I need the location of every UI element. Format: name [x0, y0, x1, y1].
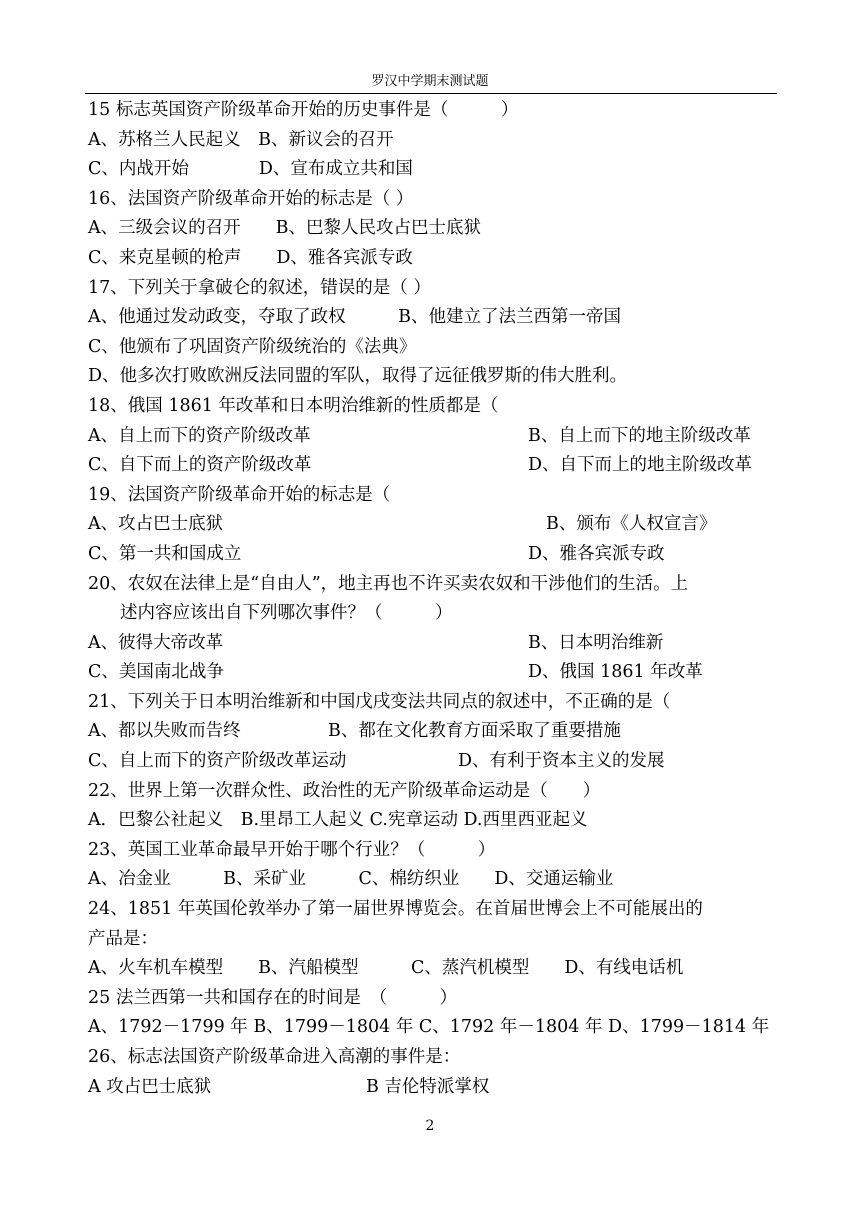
question-18-option-b: B、自上而下的地主阶级改革	[528, 425, 751, 446]
question-26-option-a: A 攻占巴士底狱	[88, 1076, 212, 1097]
question-20-options-row2	[88, 658, 780, 688]
question-24-stem-line2: 产品是：	[88, 928, 158, 949]
question-20-option-a: A、彼得大帝改革	[88, 632, 224, 653]
question-18-option-a: A、自上而下的资产阶级改革	[88, 425, 311, 446]
question-19-option-c: C、第一共和国成立	[88, 543, 242, 564]
question-16-stem: 16、法国资产阶级革命开始的标志是（ ）	[88, 188, 414, 209]
question-19-option-d: D、雅各宾派专政	[528, 543, 665, 564]
question-26-stem: 26、标志法国资产阶级革命进入高潮的事件是：	[88, 1047, 461, 1067]
question-24-options: A、火车机车模型 B、汽船模型 C、蒸汽机模型 D、有线电话机	[88, 958, 684, 979]
question-19-option-b: B、颁布《人权宣言》	[546, 514, 717, 535]
page-number: 2	[425, 1118, 435, 1134]
header-divider	[85, 93, 777, 94]
question-18-stem: 18、俄国 1861 年改革和日本明治维新的性质都是（	[88, 395, 499, 416]
question-26-options-row1	[88, 1073, 780, 1103]
question-22-options: A．巴黎公社起义 B.里昂工人起义 C.宪章运动 D.西里西亚起义	[88, 810, 588, 831]
question-21-option-a: A、都以失败而告终	[88, 721, 241, 742]
question-19-options-row1	[88, 510, 780, 540]
question-20-option-d: D、俄国 1861 年改革	[528, 662, 703, 683]
question-20-option-c: C、美国南北战争	[88, 662, 224, 683]
question-18-option-d: D、自下而上的地主阶级改革	[528, 455, 753, 476]
question-19-options-row2	[88, 540, 780, 570]
question-23-options: A、冶金业 B、采矿业 C、棉纺织业 D、交通运输业	[88, 869, 614, 890]
question-list	[88, 96, 780, 1102]
question-18-options-row2	[88, 451, 780, 481]
question-19-stem: 19、法国资产阶级革命开始的标志是（	[88, 484, 391, 505]
question-18-options-row1	[88, 422, 780, 452]
question-21-option-b: B、都在文化教育方面采取了重要措施	[328, 721, 621, 742]
question-19-option-a: A、攻占巴士底狱	[88, 514, 224, 535]
question-24-stem-line1: 24、1851 年英国伦敦举办了第一届世界博览会。在首届世博会上不可能展出的	[88, 899, 703, 920]
question-15-options-row2: C、内战开始 D、宣布成立共和国	[88, 159, 413, 180]
question-16-options-row1: A、三级会议的召开 B、巴黎人民攻占巴士底狱	[88, 218, 481, 239]
question-21-stem: 21、下列关于日本明治维新和中国戊戌变法共同点的叙述中，不正确的是（	[88, 691, 671, 712]
question-22-stem: 22、世界上第一次群众性、政治性的无产阶级革命运动是（ ）	[88, 780, 601, 801]
question-21-option-c: C、自上而下的资产阶级改革运动	[88, 751, 347, 772]
question-25-stem: 25 法兰西第一共和国存在的时间是 （ ）	[88, 987, 458, 1008]
page-header-title: 罗汉中学期末测试题	[371, 74, 489, 89]
question-17-option-d: D、他多次打败欧洲反法同盟的军队，取得了远征俄罗斯的伟大胜利。	[88, 366, 628, 387]
question-26-option-b: B 吉伦特派掌权	[366, 1076, 490, 1097]
question-18-option-c: C、自下而上的资产阶级改革	[88, 455, 312, 476]
question-15-stem: 15 标志英国资产阶级革命开始的历史事件是（ ）	[88, 100, 519, 120]
question-21-option-d: D、有利于资本主义的发展	[458, 751, 665, 772]
question-15-options-row1: A、苏格兰人民起义 B、新议会的召开	[88, 129, 394, 150]
question-17-option-c: C、他颁布了巩固资产阶级统治的《法典》	[88, 336, 417, 357]
question-20-options-row1	[88, 629, 780, 659]
question-20-stem-line1: 20、农奴在法律上是“自由人”，地主再也不许买卖农奴和干涉他们的生活。上	[88, 573, 689, 594]
question-23-stem: 23、英国工业革命最早开始于哪个行业？（ ）	[88, 839, 496, 860]
question-17-stem: 17、下列关于拿破仑的叙述，错误的是（ ）	[88, 277, 431, 298]
question-16-options-row2: C、来克星顿的枪声 D、雅各宾派专政	[88, 247, 413, 268]
question-25-options: A、1792－1799 年 B、1799－1804 年 C、1792 年－1804 年 D、1799－1814 年	[88, 1017, 770, 1038]
question-21-options-row2	[88, 747, 780, 777]
question-20-stem-line2: 述内容应该出自下列哪次事件？（ ）	[120, 603, 453, 624]
question-21-options-row1	[88, 717, 780, 747]
question-20-option-b: B、日本明治维新	[528, 632, 664, 653]
question-17-options-ab: A、他通过发动政变，夺取了政权 B、他建立了法兰西第一帝国	[88, 307, 621, 328]
